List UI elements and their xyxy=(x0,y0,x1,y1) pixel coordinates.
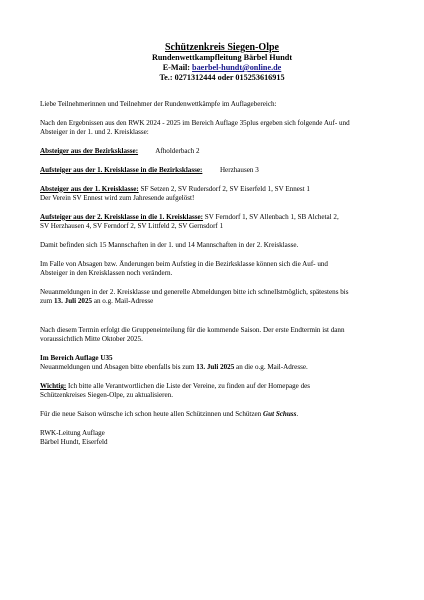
promoted-k2-value-1: SV Ferndorf 1, SV Allenbach 1, SB Alchetal 2, xyxy=(203,212,339,221)
relegated-regional-paragraph xyxy=(40,147,392,156)
important-line-2: Schützenkreises Siegen-Olpe, zu aktualisieren. xyxy=(40,391,173,400)
season-wishes: Für die neue Saison wünsche ich schon heute allen Schützinnen und Schützen Gut Schuss. xyxy=(40,410,299,419)
intro-line-1: Nach den Ergebnissen aus den RWK 2024 - 2025 im Bereich Auflage 35plus ergeben sich folgende Auf- und xyxy=(40,118,350,127)
important-paragraph xyxy=(40,382,392,401)
cancellation-line-1: Im Falle von Absagen bzw. Änderungen beim Aufstieg in die Bezirksklasse können sich die Auf- und xyxy=(40,259,328,268)
registration-paragraph xyxy=(40,288,392,307)
important-label: Wichtig: xyxy=(40,382,67,391)
letterhead-phone: Te.: 0271312444 oder 015253616915 xyxy=(159,73,285,82)
relegated-k1-paragraph xyxy=(40,185,392,204)
greeting: Liebe Teilnehmerinnen und Teilnehmer der Rundenwettkämpfe im Auflagebereich: xyxy=(40,100,277,108)
good-shot-phrase: Gut Schuss xyxy=(263,410,297,419)
relegated-k1-note: Der Verein SV Ennest wird zum Jahresende aufgelöst! xyxy=(40,194,195,202)
intro-line-2: Absteiger in der 1. und 2. Kreisklasse: xyxy=(40,128,149,137)
signature-block xyxy=(40,429,392,448)
promoted-k2-value-2: SV Herzhausen 4, SV Ferndorf 2, SV Littfeld 2, SV Gernsdorf 1 xyxy=(40,222,224,231)
relegated-regional-value: Afholderbach 2 xyxy=(155,147,200,155)
letterhead-email-line xyxy=(20,63,424,73)
u35-section xyxy=(40,354,392,373)
signature-line-1: RWK-Leitung Auflage xyxy=(40,429,105,438)
promoted-regional-paragraph xyxy=(40,166,392,175)
schedule-line-2: voraussichtlich Mitte Oktober 2025. xyxy=(40,335,143,344)
intro-paragraph xyxy=(40,119,392,138)
u35-line: Neuanmeldungen und Absagen bitte ebenfalls bis zum 13. Juli 2025 an die o.g. Mail-Adresse. xyxy=(40,363,308,372)
email-link[interactable]: baerbel-hundt@online.de xyxy=(192,63,282,72)
schedule-line-1: Nach diesem Termin erfolgt die Gruppeneinteilung für die kommende Saison. Der erste Endtermin ist dann xyxy=(40,325,345,334)
email-label: E-Mail: xyxy=(162,63,193,72)
letterhead-title: Schützenkreis Siegen-Olpe xyxy=(165,42,279,53)
u35-deadline: 13. Juli 2025 xyxy=(196,363,235,372)
relegated-k1-label: Absteiger aus der 1. Kreisklasse: xyxy=(40,184,139,193)
letterhead xyxy=(0,42,424,83)
letterhead-subtitle: Rundenwettkampfleitung Bärbel Hundt xyxy=(151,53,293,62)
registration-deadline: 13. Juli 2025 xyxy=(54,297,93,306)
summary-paragraph: Damit befinden sich 15 Mannschaften in der 1. und 14 Mannschaften in der 2. Kreisklasse. xyxy=(40,241,299,249)
registration-line-1: Neuanmeldungen in der 2. Kreisklasse und generelle Abmeldungen bitte ich schnellstmöglich, spätestens bis xyxy=(40,288,349,296)
promoted-regional-value: Herzhausen 3 xyxy=(219,165,259,174)
promoted-k2-label: Aufsteiger aus der 2. Kreisklasse in die 1. Kreisklasse: xyxy=(40,212,204,221)
cancellation-line-2: Absteiger in den Kreisklassen noch verändern. xyxy=(40,269,173,278)
promoted-regional-label: Aufsteiger aus der 1. Kreisklasse in die Bezirksklasse: xyxy=(40,165,203,174)
cancellation-paragraph xyxy=(40,260,392,279)
signature-line-2: Bärbel Hundt, Eiserfeld xyxy=(40,438,108,447)
schedule-paragraph xyxy=(40,326,392,345)
relegated-k1-value: SF Setzen 2, SV Rudersdorf 2, SV Eiserfeld 1, SV Ennest 1 xyxy=(138,184,310,193)
u35-title: Im Bereich Auflage U35 xyxy=(40,353,113,362)
registration-line-2: zum 13. Juli 2025 an o.g. Mail-Adresse xyxy=(40,297,154,306)
promoted-k2-paragraph xyxy=(40,213,392,232)
important-line-1: Ich bitte alle Verantwortlichen die Liste der Vereine, zu finden auf der Homepage des xyxy=(66,382,311,391)
letter-body xyxy=(40,100,392,448)
relegated-regional-label: Absteiger aus der Bezirksklasse: xyxy=(40,147,139,155)
